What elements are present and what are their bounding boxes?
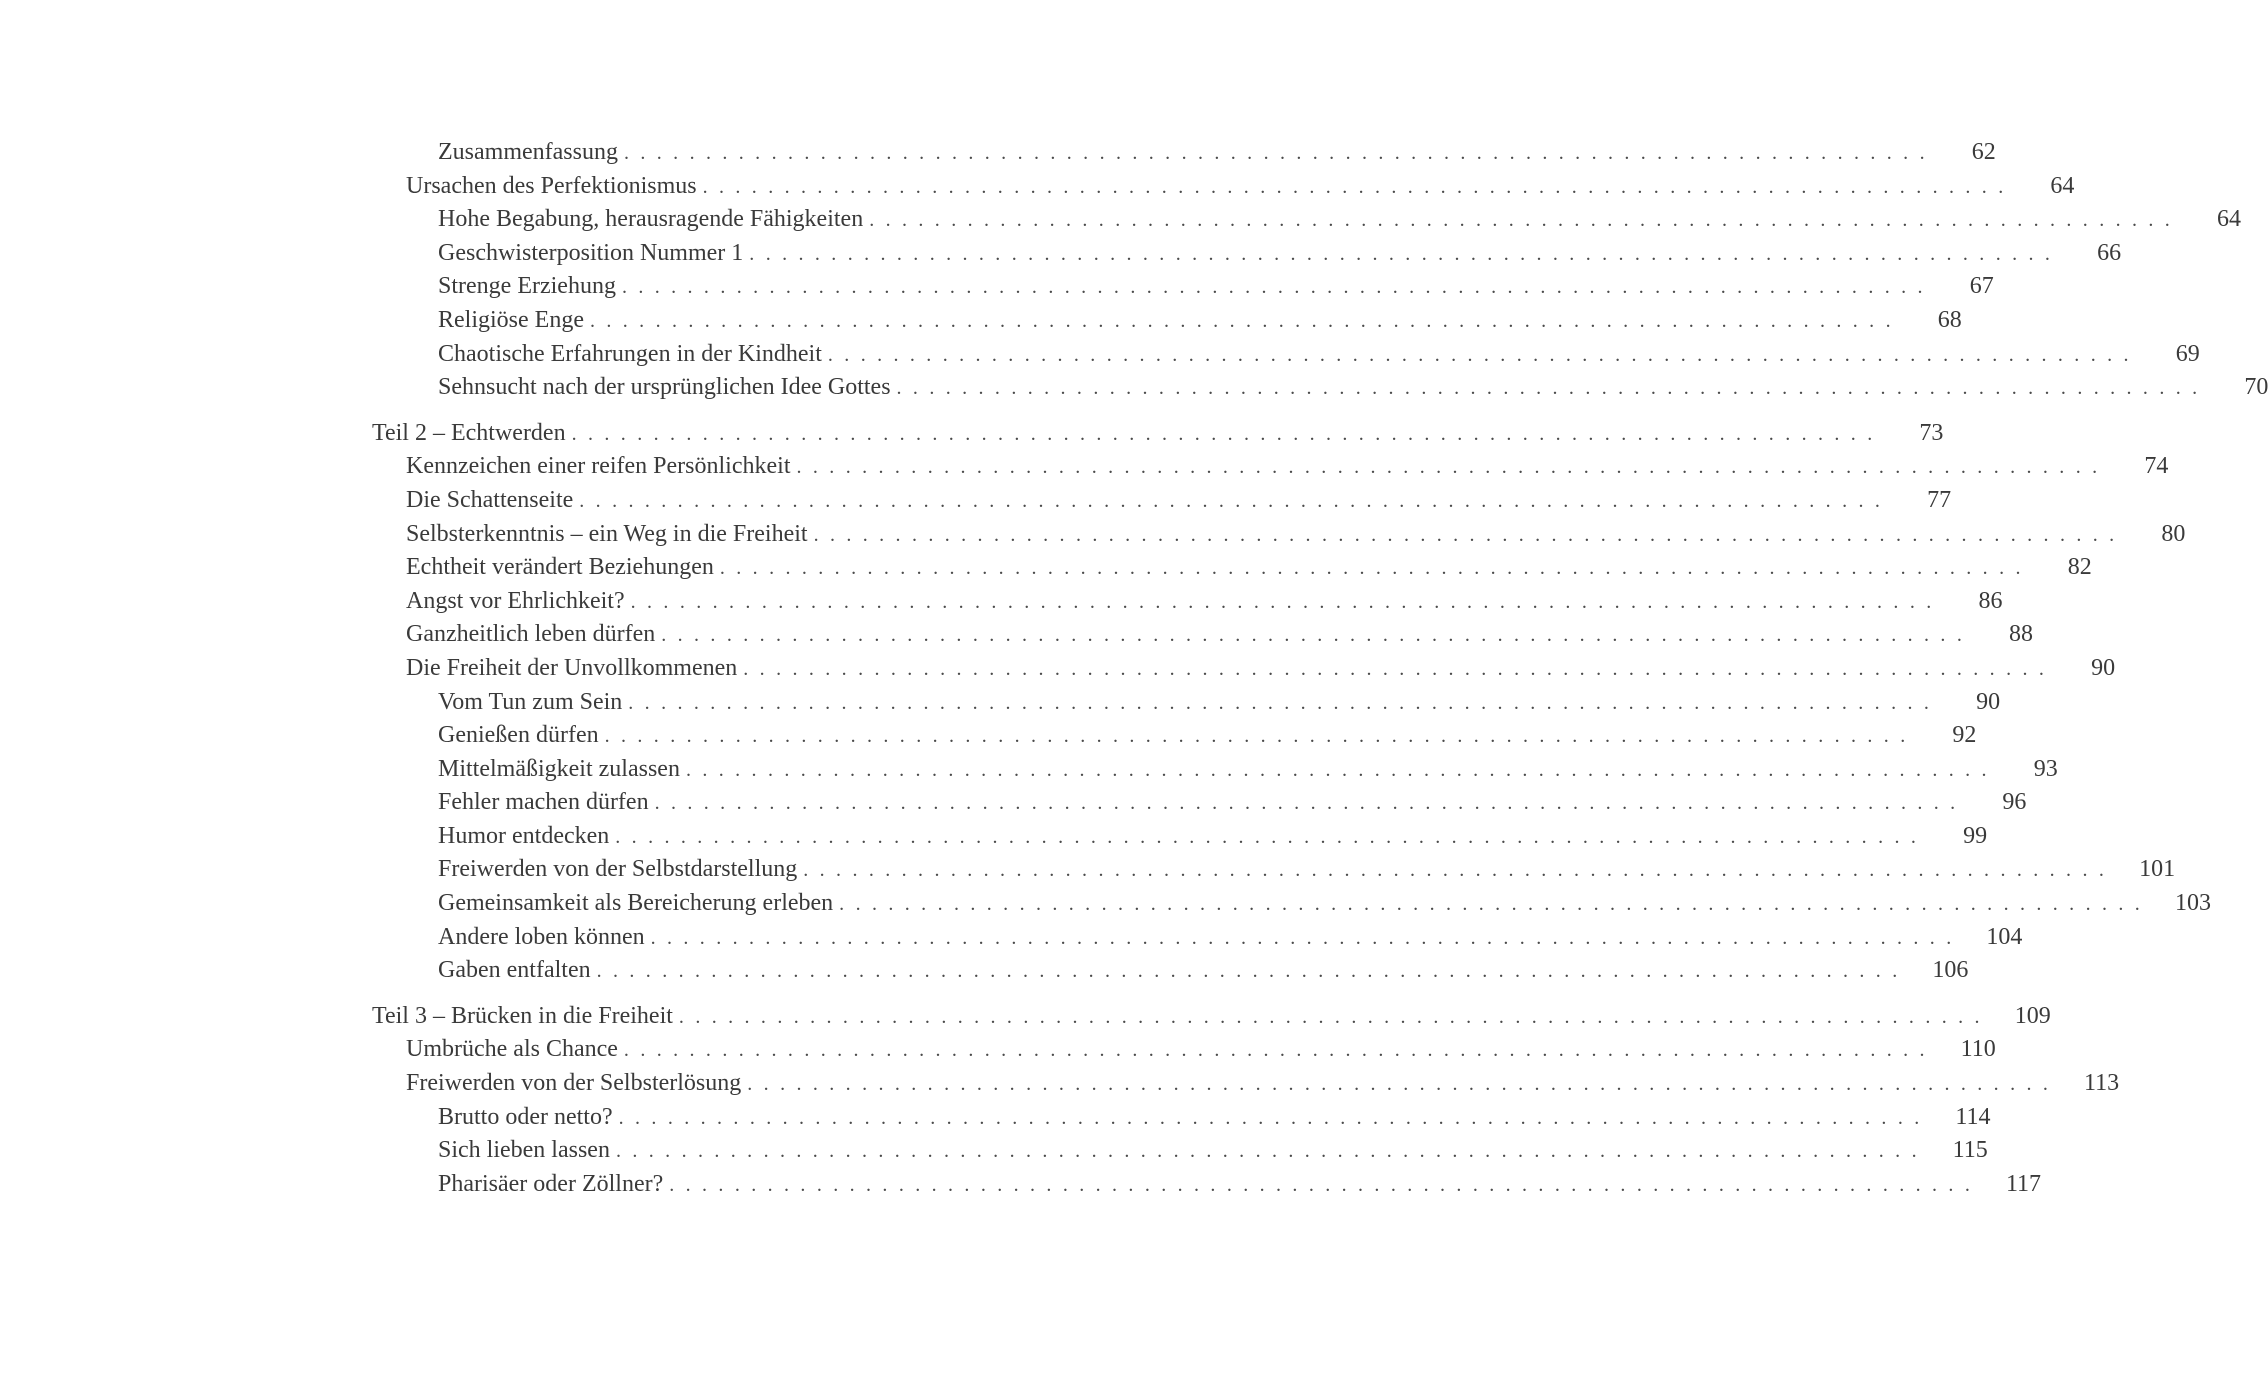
dot-leader: . . . . . . . . . . . . . . . . . . . . . . . . . . . . . . . . . . . . . . . . . . . . . . . . . . . . . . . . . . . . . . . . . . . . . . . . . . . . . . . . <box>621 276 1926 299</box>
toc-entry-page-number: 90 <box>2091 654 2116 681</box>
toc-entry-title: Gaben entfalten <box>438 957 591 984</box>
toc-entry <box>372 786 2027 820</box>
toc-entry-title: Ganzheitlich leben dürfen <box>406 621 656 648</box>
toc-entry-title: Mittelmäßigkeit zulassen <box>438 755 680 782</box>
toc-entry-title: Angst vor Ehrlichkeit? <box>406 587 625 614</box>
toc-entry-title: Pharisäer oder Zöllner? <box>438 1170 664 1197</box>
toc-entry-page-number: 113 <box>2083 1070 2120 1097</box>
toc-entry <box>372 551 2092 585</box>
toc-entry <box>372 136 1996 170</box>
dot-leader: . . . . . . . . . . . . . . . . . . . . . . . . . . . . . . . . . . . . . . . . . . . . . . . . . . . . . . . . . . . . . . . . . . . . . . . . . . . . . . . . <box>796 456 2101 479</box>
toc-entry-title: Sehnsucht nach der ursprünglichen Idee Gottes <box>438 374 891 401</box>
toc-entry-title: Die Freiheit der Unvollkommenen <box>406 654 738 681</box>
toc-entry <box>372 820 1988 854</box>
dot-leader: . . . . . . . . . . . . . . . . . . . . . . . . . . . . . . . . . . . . . . . . . . . . . . . . . . . . . . . . . . . . . . . . . . . . . . . . . . . . . . . . <box>628 691 1933 714</box>
toc-entry <box>372 954 1969 988</box>
toc-entry <box>372 686 2001 720</box>
toc-entry-page-number: 66 <box>2097 239 2122 266</box>
toc-entry <box>372 518 2186 552</box>
toc-entry <box>372 887 2211 921</box>
toc-entry <box>372 270 1994 304</box>
toc-entry <box>372 484 1952 518</box>
toc-entry-title: Chaotische Erfahrungen in der Kindheit <box>438 340 822 367</box>
toc-entry <box>372 170 2075 204</box>
toc-entry <box>372 450 2169 484</box>
toc-entry-page-number: 93 <box>2033 755 2058 782</box>
toc-entry-page-number: 92 <box>1952 722 1977 749</box>
dot-leader: . . . . . . . . . . . . . . . . . . . . . . . . . . . . . . . . . . . . . . . . . . . . . . . . . . . . . . . . . . . . . . . . . . . . . . . . . . . . . . . . <box>623 142 1928 164</box>
toc-entry-page-number: 114 <box>1955 1103 1991 1130</box>
toc-entry <box>372 1067 2120 1101</box>
toc-entry-title: Selbsterkenntnis – ein Weg in die Freiheit <box>406 520 808 547</box>
toc-entry <box>372 1168 2042 1202</box>
dot-leader: . . . . . . . . . . . . . . . . . . . . . . . . . . . . . . . . . . . . . . . . . . . . . . . . . . . . . . . . . . . . . . . . . . . . . . . . . . . . . . . . <box>650 926 1955 949</box>
toc-entry-page-number: 73 <box>1919 419 1944 446</box>
toc-part-heading <box>372 1000 2051 1034</box>
toc-entry-title: Humor entdecken <box>438 822 610 849</box>
toc-entry-title: Gemeinsamkeit als Bereicherung erleben <box>438 890 834 917</box>
dot-leader: . . . . . . . . . . . . . . . . . . . . . . . . . . . . . . . . . . . . . . . . . . . . . . . . . . . . . . . . . . . . . . . . . . . . . . . . . . . . . . . . <box>743 657 2048 680</box>
dot-leader: . . . . . . . . . . . . . . . . . . . . . . . . . . . . . . . . . . . . . . . . . . . . . . . . . . . . . . . . . . . . . . . . . . . . . . . . . . . . . . . . <box>747 1073 2052 1096</box>
dot-leader: . . . . . . . . . . . . . . . . . . . . . . . . . . . . . . . . . . . . . . . . . . . . . . . . . . . . . . . . . . . . . . . . . . . . . . . . . . . . . . . . <box>604 725 1909 748</box>
toc-entry-title: Genießen dürfen <box>438 722 599 749</box>
toc-entry <box>372 237 2122 271</box>
dot-leader: . . . . . . . . . . . . . . . . . . . . . . . . . . . . . . . . . . . . . . . . . . . . . . . . . . . . . . . . . . . . . . . . . . . . . . . . . . . . . . . . <box>623 1039 1928 1062</box>
dot-leader: . . . . . . . . . . . . . . . . . . . . . . . . . . . . . . . . . . . . . . . . . . . . . . . . . . . . . . . . . . . . . . . . . . . . . . . . . . . . . . . . <box>678 1005 1983 1028</box>
toc-entry-page-number: 106 <box>1932 957 1969 984</box>
toc-entry <box>372 1033 1996 1067</box>
dot-leader: . . . . . . . . . . . . . . . . . . . . . . . . . . . . . . . . . . . . . . . . . . . . . . . . . . . . . . . . . . . . . . . . . . . . . . . . . . . . . . . . <box>589 309 1894 332</box>
toc-entry-page-number: 103 <box>2174 890 2211 917</box>
toc-entry-title: Die Schattenseite <box>406 486 574 513</box>
toc-entry <box>372 652 2116 686</box>
toc-entry-title: Ursachen des Perfektionismus <box>406 172 697 199</box>
toc-entry-title: Geschwisterposition Nummer 1 <box>438 239 744 266</box>
toc-entry-title: Teil 2 – Echtwerden <box>372 419 566 446</box>
dot-leader: . . . . . . . . . . . . . . . . . . . . . . . . . . . . . . . . . . . . . . . . . . . . . . . . . . . . . . . . . . . . . . . . . . . . . . . . . . . . . . . . <box>896 377 2201 400</box>
toc-entry-title: Hohe Begabung, herausragende Fähigkeiten <box>438 206 864 233</box>
dot-leader: . . . . . . . . . . . . . . . . . . . . . . . . . . . . . . . . . . . . . . . . . . . . . . . . . . . . . . . . . . . . . . . . . . . . . . . . . . . . . . . . <box>669 1173 1974 1196</box>
dot-leader: . . . . . . . . . . . . . . . . . . . . . . . . . . . . . . . . . . . . . . . . . . . . . . . . . . . . . . . . . . . . . . . . . . . . . . . . . . . . . . . . <box>839 893 2143 916</box>
toc-entry <box>372 853 2176 887</box>
toc-entry <box>372 921 2023 955</box>
toc-entry-page-number: 70 <box>2244 374 2268 401</box>
toc-entry-page-number: 109 <box>2014 1002 2051 1029</box>
table-of-contents <box>372 136 2268 1201</box>
toc-entry-title: Sich lieben lassen <box>438 1137 610 1164</box>
toc-entry-page-number: 62 <box>1971 139 1996 165</box>
toc-entry-title: Brutto oder netto? <box>438 1103 613 1130</box>
dot-leader: . . . . . . . . . . . . . . . . . . . . . . . . . . . . . . . . . . . . . . . . . . . . . . . . . . . . . . . . . . . . . . . . . . . . . . . . . . . . . . . . <box>654 792 1959 815</box>
dot-leader: . . . . . . . . . . . . . . . . . . . . . . . . . . . . . . . . . . . . . . . . . . . . . . . . . . . . . . . . . . . . . . . . . . . . . . . . . . . . . . . . <box>869 209 2174 232</box>
dot-leader: . . . . . . . . . . . . . . . . . . . . . . . . . . . . . . . . . . . . . . . . . . . . . . . . . . . . . . . . . . . . . . . . . . . . . . . . . . . . . . . . <box>571 422 1876 445</box>
toc-entry-page-number: 80 <box>2161 520 2186 547</box>
toc-entry <box>372 753 2058 787</box>
toc-entry-title: Echtheit verändert Beziehungen <box>406 554 714 581</box>
toc-entry-page-number: 88 <box>2009 621 2034 648</box>
toc-entry-page-number: 99 <box>1963 822 1988 849</box>
dot-leader: . . . . . . . . . . . . . . . . . . . . . . . . . . . . . . . . . . . . . . . . . . . . . . . . . . . . . . . . . . . . . . . . . . . . . . . . . . . . . . . . <box>827 343 2132 366</box>
toc-entry-title: Vom Tun zum Sein <box>438 688 623 715</box>
toc-entry-title: Religiöse Enge <box>438 306 584 333</box>
dot-leader: . . . . . . . . . . . . . . . . . . . . . . . . . . . . . . . . . . . . . . . . . . . . . . . . . . . . . . . . . . . . . . . . . . . . . . . . . . . . . . . . <box>596 960 1901 983</box>
toc-entry <box>372 1101 1991 1135</box>
toc-entry-page-number: 69 <box>2175 340 2200 367</box>
toc-entry-page-number: 117 <box>2005 1170 2042 1197</box>
toc-entry-page-number: 101 <box>2139 856 2176 883</box>
toc-entry <box>372 304 1962 338</box>
dot-leader: . . . . . . . . . . . . . . . . . . . . . . . . . . . . . . . . . . . . . . . . . . . . . . . . . . . . . . . . . . . . . . . . . . . . . . . . . . . . . . . . <box>615 1140 1920 1163</box>
dot-leader: . . . . . . . . . . . . . . . . . . . . . . . . . . . . . . . . . . . . . . . . . . . . . . . . . . . . . . . . . . . . . . . . . . . . . . . . . . . . . . . . <box>579 489 1884 512</box>
dot-leader: . . . . . . . . . . . . . . . . . . . . . . . . . . . . . . . . . . . . . . . . . . . . . . . . . . . . . . . . . . . . . . . . . . . . . . . . . . . . . . . . <box>749 242 2054 265</box>
toc-entry-page-number: 64 <box>2217 206 2242 233</box>
dot-leader: . . . . . . . . . . . . . . . . . . . . . . . . . . . . . . . . . . . . . . . . . . . . . . . . . . . . . . . . . . . . . . . . . . . . . . . . . . . . . . . . <box>803 859 2108 882</box>
toc-entry-page-number: 82 <box>2067 554 2092 581</box>
dot-leader: . . . . . . . . . . . . . . . . . . . . . . . . . . . . . . . . . . . . . . . . . . . . . . . . . . . . . . . . . . . . . . . . . . . . . . . . . . . . . . . . <box>661 624 1966 647</box>
dot-leader: . . . . . . . . . . . . . . . . . . . . . . . . . . . . . . . . . . . . . . . . . . . . . . . . . . . . . . . . . . . . . . . . . . . . . . . . . . . . . . . . <box>630 590 1935 613</box>
toc-entry <box>372 1134 1988 1168</box>
dot-leader: . . . . . . . . . . . . . . . . . . . . . . . . . . . . . . . . . . . . . . . . . . . . . . . . . . . . . . . . . . . . . . . . . . . . . . . . . . . . . . . . <box>685 758 1990 781</box>
toc-entry-title: Kennzeichen einer reifen Persönlichkeit <box>406 453 791 480</box>
toc-part-heading <box>372 417 1944 451</box>
toc-entry-page-number: 104 <box>1986 923 2023 950</box>
toc-entry-title: Fehler machen dürfen <box>438 789 649 816</box>
toc-entry-page-number: 77 <box>1927 486 1952 513</box>
dot-leader: . . . . . . . . . . . . . . . . . . . . . . . . . . . . . . . . . . . . . . . . . . . . . . . . . . . . . . . . . . . . . . . . . . . . . . . . . . . . . . . . <box>813 523 2118 546</box>
toc-entry-page-number: 115 <box>1952 1137 1988 1164</box>
dot-leader: . . . . . . . . . . . . . . . . . . . . . . . . . . . . . . . . . . . . . . . . . . . . . . . . . . . . . . . . . . . . . . . . . . . . . . . . . . . . . . . . <box>702 175 2007 198</box>
dot-leader: . . . . . . . . . . . . . . . . . . . . . . . . . . . . . . . . . . . . . . . . . . . . . . . . . . . . . . . . . . . . . . . . . . . . . . . . . . . . . . . . <box>615 825 1920 848</box>
toc-entry-title: Teil 3 – Brücken in die Freiheit <box>372 1002 673 1029</box>
toc-entry <box>372 719 1977 753</box>
toc-entry-title: Freiwerden von der Selbsterlösung <box>406 1070 742 1097</box>
toc-entry-title: Zusammenfassung <box>438 139 618 165</box>
dot-leader: . . . . . . . . . . . . . . . . . . . . . . . . . . . . . . . . . . . . . . . . . . . . . . . . . . . . . . . . . . . . . . . . . . . . . . . . . . . . . . . . <box>719 557 2024 580</box>
toc-entry-page-number: 67 <box>1969 273 1994 300</box>
toc-entry-title: Andere loben können <box>438 923 645 950</box>
toc-entry-page-number: 74 <box>2144 453 2169 480</box>
toc-entry-page-number: 90 <box>1976 688 2001 715</box>
toc-entry-page-number: 68 <box>1937 306 1962 333</box>
toc-entry-title: Strenge Erziehung <box>438 273 616 300</box>
toc-entry-page-number: 110 <box>1960 1036 1996 1063</box>
toc-entry <box>372 618 2034 652</box>
toc-entry-title: Freiwerden von der Selbstdarstellung <box>438 856 798 883</box>
toc-entry-page-number: 86 <box>1978 587 2003 614</box>
toc-entry-page-number: 64 <box>2050 172 2075 199</box>
toc-entry-page-number: 96 <box>2002 789 2027 816</box>
toc-entry-title: Umbrüche als Chance <box>406 1036 618 1063</box>
toc-entry <box>372 203 2242 237</box>
toc-entry <box>372 371 2268 405</box>
toc-entry <box>372 338 2200 372</box>
dot-leader: . . . . . . . . . . . . . . . . . . . . . . . . . . . . . . . . . . . . . . . . . . . . . . . . . . . . . . . . . . . . . . . . . . . . . . . . . . . . . . . . <box>618 1106 1923 1129</box>
toc-entry <box>372 585 2003 619</box>
